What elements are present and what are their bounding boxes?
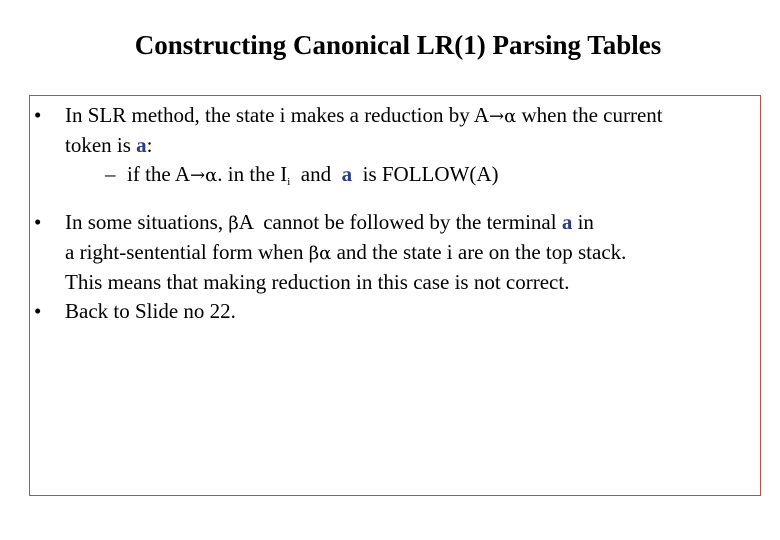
beta-symbol: β	[228, 213, 239, 234]
bullet-dot: •	[34, 103, 42, 127]
terminal-a: a	[341, 162, 353, 186]
bullet-back-link	[34, 297, 774, 326]
bullet-dot: •	[34, 210, 42, 234]
bullet-line: This means that making reduction in this case is not correct.	[65, 270, 570, 294]
arrow-symbol: →	[190, 165, 206, 186]
arrow-symbol: →	[489, 106, 505, 127]
bullet-situations	[34, 208, 774, 297]
subscript-i: i	[287, 176, 291, 188]
bullet-slr-reduction	[34, 101, 774, 197]
sub-bullet-condition: – if the A→α. in the $I_i$ and a is FOLLOW(A)	[105, 162, 499, 188]
alpha-symbol: α	[319, 243, 332, 264]
slide-title: Constructing Canonical LR(1) Parsing Tables	[134, 30, 662, 60]
sub-bullet-dash: –	[105, 162, 116, 186]
bullet-line: Back to Slide no 22.	[65, 299, 236, 323]
beta-symbol: β	[308, 243, 320, 264]
bullet-line: token is a:	[65, 133, 153, 157]
bullet-line: In SLR method, the state i makes a reduction by A→α when the current	[65, 103, 663, 127]
terminal-a: a	[561, 210, 573, 234]
bullet-dot: •	[34, 299, 42, 323]
alpha-symbol: α	[504, 106, 517, 127]
slide-content	[34, 101, 774, 326]
terminal-a: a	[136, 133, 147, 157]
bullet-line: a right-sentential form when βα and the state i are on the top stack.	[65, 240, 627, 264]
bullet-line: In some situations, βA cannot be followed by the terminal a in	[65, 210, 594, 234]
alpha-symbol: α	[205, 165, 218, 186]
